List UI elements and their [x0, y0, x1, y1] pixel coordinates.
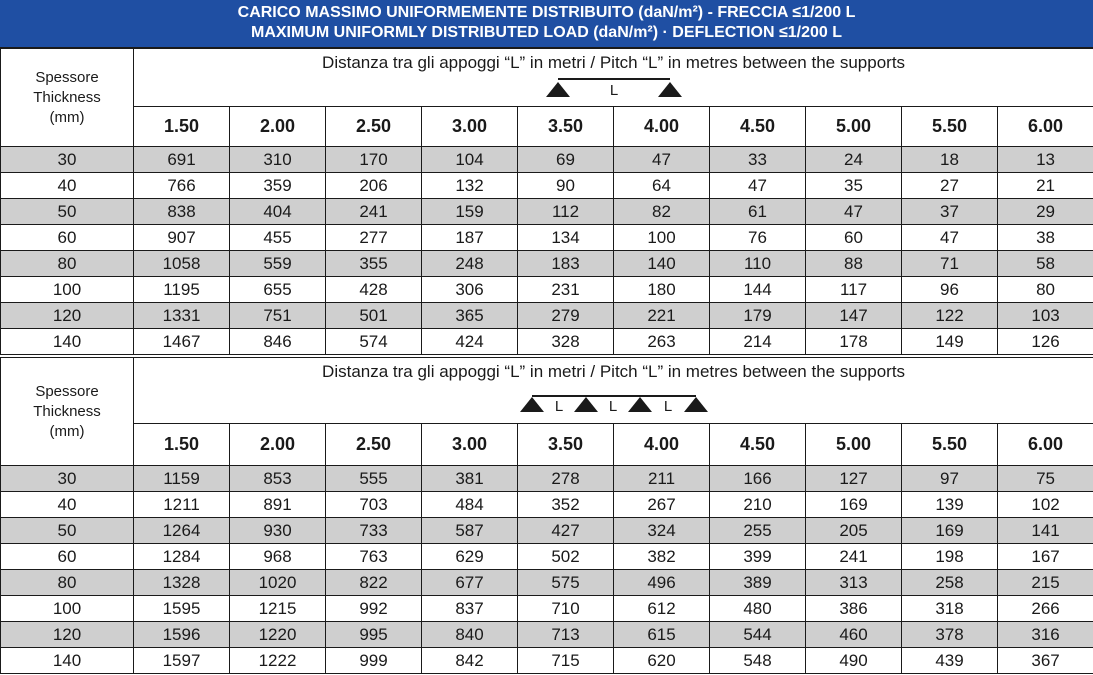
span-header-cell: 2.00: [230, 107, 326, 147]
table-row: [1, 303, 1093, 329]
load-value-cell: 169: [902, 518, 998, 544]
load-value-cell: 891: [230, 492, 326, 518]
thickness-cell: 30: [1, 147, 134, 173]
load-value-cell: 715: [518, 648, 614, 674]
thickness-cell: 60: [1, 544, 134, 570]
load-value-cell: 47: [902, 225, 998, 251]
load-value-cell: 999: [326, 648, 422, 674]
table-row: [1, 596, 1093, 622]
load-value-cell: 100: [614, 225, 710, 251]
load-value-cell: 1597: [134, 648, 230, 674]
load-value-cell: 241: [326, 199, 422, 225]
load-value-cell: 386: [806, 596, 902, 622]
thickness-cell: 100: [1, 596, 134, 622]
load-value-cell: 1058: [134, 251, 230, 277]
load-value-cell: 126: [998, 329, 1093, 355]
load-value-cell: 838: [134, 199, 230, 225]
load-value-cell: 60: [806, 225, 902, 251]
load-value-cell: 1596: [134, 622, 230, 648]
load-value-cell: 221: [614, 303, 710, 329]
load-value-cell: 502: [518, 544, 614, 570]
span-header-cell: 4.50: [710, 424, 806, 466]
load-value-cell: 166: [710, 466, 806, 492]
load-value-cell: 846: [230, 329, 326, 355]
load-value-cell: 139: [902, 492, 998, 518]
load-value-cell: 1220: [230, 622, 326, 648]
load-value-cell: 159: [422, 199, 518, 225]
table-row: [1, 466, 1093, 492]
load-value-cell: 248: [422, 251, 518, 277]
load-value-cell: 1331: [134, 303, 230, 329]
span-length-label: L: [609, 82, 618, 99]
span-header-cell: 4.00: [614, 107, 710, 147]
table-row: [1, 570, 1093, 596]
load-value-cell: 29: [998, 199, 1093, 225]
table-row: [1, 225, 1093, 251]
load-value-cell: 428: [326, 277, 422, 303]
load-value-cell: 310: [230, 147, 326, 173]
load-value-cell: 258: [902, 570, 998, 596]
load-value-cell: 141: [998, 518, 1093, 544]
load-value-cell: 306: [422, 277, 518, 303]
load-value-cell: 655: [230, 277, 326, 303]
load-value-cell: 18: [902, 147, 998, 173]
load-value-cell: 544: [710, 622, 806, 648]
load-value-cell: 179: [710, 303, 806, 329]
table-row: [1, 544, 1093, 570]
load-value-cell: 80: [998, 277, 1093, 303]
thickness-cell: 40: [1, 492, 134, 518]
thickness-label-en: Thickness: [33, 88, 101, 106]
load-value-cell: 365: [422, 303, 518, 329]
load-value-cell: 47: [710, 173, 806, 199]
thickness-cell: 100: [1, 277, 134, 303]
thickness-header: [1, 358, 134, 466]
load-value-cell: 555: [326, 466, 422, 492]
load-value-cell: 501: [326, 303, 422, 329]
load-value-cell: 1328: [134, 570, 230, 596]
load-value-cell: 1159: [134, 466, 230, 492]
load-value-cell: 241: [806, 544, 902, 570]
load-value-cell: 615: [614, 622, 710, 648]
load-value-cell: 439: [902, 648, 998, 674]
load-value-cell: 90: [518, 173, 614, 199]
span-header-cell: 4.00: [614, 424, 710, 466]
load-value-cell: 840: [422, 622, 518, 648]
load-value-cell: 1467: [134, 329, 230, 355]
multi-span-beam-diagram: [518, 388, 710, 416]
load-value-cell: 455: [230, 225, 326, 251]
load-table-multi-span: [0, 357, 1093, 674]
span-header-cell: 5.00: [806, 424, 902, 466]
load-value-cell: 316: [998, 622, 1093, 648]
span-header-cell: 2.50: [326, 107, 422, 147]
load-value-cell: 853: [230, 466, 326, 492]
table-row: [1, 173, 1093, 199]
span-header-cell: 3.00: [422, 107, 518, 147]
load-value-cell: 763: [326, 544, 422, 570]
load-value-cell: 47: [614, 147, 710, 173]
span-header-cell: 3.50: [518, 424, 614, 466]
load-value-cell: 75: [998, 466, 1093, 492]
load-value-cell: 629: [422, 544, 518, 570]
thickness-cell: 60: [1, 225, 134, 251]
span-header-cell: 2.50: [326, 424, 422, 466]
load-value-cell: 69: [518, 147, 614, 173]
load-value-cell: 427: [518, 518, 614, 544]
load-value-cell: 27: [902, 173, 998, 199]
load-value-cell: 907: [134, 225, 230, 251]
distance-label: Distanza tra gli appoggi “L” in metri / Pitch “L” in metres between the supports: [322, 53, 906, 72]
load-value-cell: 324: [614, 518, 710, 544]
table-row: [1, 492, 1093, 518]
load-value-cell: 355: [326, 251, 422, 277]
span-header-row: [1, 107, 1093, 147]
span-header-cell: 2.00: [230, 424, 326, 466]
load-value-cell: 1020: [230, 570, 326, 596]
load-value-cell: 359: [230, 173, 326, 199]
load-value-cell: 210: [710, 492, 806, 518]
thickness-cell: 120: [1, 622, 134, 648]
thickness-cell: 140: [1, 329, 134, 355]
load-value-cell: 88: [806, 251, 902, 277]
load-value-cell: 263: [614, 329, 710, 355]
load-value-cell: 703: [326, 492, 422, 518]
load-value-cell: 574: [326, 329, 422, 355]
span-length-label: L: [663, 398, 672, 415]
load-value-cell: 710: [518, 596, 614, 622]
thickness-label-en: Thickness: [33, 402, 101, 420]
load-value-cell: 61: [710, 199, 806, 225]
span-header-cell: 3.00: [422, 424, 518, 466]
thickness-label-unit: (mm): [49, 108, 85, 126]
span-header-cell: 4.50: [710, 107, 806, 147]
load-value-cell: 140: [614, 251, 710, 277]
load-value-cell: 112: [518, 199, 614, 225]
load-value-cell: 13: [998, 147, 1093, 173]
load-value-cell: 71: [902, 251, 998, 277]
support-icon: [628, 397, 652, 412]
load-value-cell: 713: [518, 622, 614, 648]
load-value-cell: 149: [902, 329, 998, 355]
load-value-cell: 367: [998, 648, 1093, 674]
support-icon: [574, 397, 598, 412]
thickness-label-it: Spessore: [35, 68, 99, 86]
load-value-cell: 183: [518, 251, 614, 277]
load-value-cell: 766: [134, 173, 230, 199]
thickness-cell: 120: [1, 303, 134, 329]
title-italian: CARICO MASSIMO UNIFORMEMENTE DISTRIBUITO (daN/m²) - FRECCIA ≤1/200 L: [237, 4, 856, 21]
distance-header: [134, 358, 1093, 424]
load-value-cell: 822: [326, 570, 422, 596]
load-value-cell: 1211: [134, 492, 230, 518]
span-header-cell: 6.00: [998, 107, 1093, 147]
table-title: [0, 0, 1093, 48]
load-value-cell: 620: [614, 648, 710, 674]
load-value-cell: 33: [710, 147, 806, 173]
load-value-cell: 64: [614, 173, 710, 199]
load-value-cell: 214: [710, 329, 806, 355]
span-header-cell: 1.50: [134, 107, 230, 147]
load-value-cell: 24: [806, 147, 902, 173]
load-value-cell: 677: [422, 570, 518, 596]
load-value-cell: 47: [806, 199, 902, 225]
load-value-cell: 76: [710, 225, 806, 251]
support-icon: [684, 397, 708, 412]
load-value-cell: 58: [998, 251, 1093, 277]
span-header-cell: 1.50: [134, 424, 230, 466]
load-value-cell: 381: [422, 466, 518, 492]
load-value-cell: 1222: [230, 648, 326, 674]
load-value-cell: 279: [518, 303, 614, 329]
span-header-cell: 5.50: [902, 107, 998, 147]
load-value-cell: 104: [422, 147, 518, 173]
span-header-cell: 5.50: [902, 424, 998, 466]
load-value-cell: 382: [614, 544, 710, 570]
span-length-label: L: [608, 398, 617, 415]
load-value-cell: 278: [518, 466, 614, 492]
load-value-cell: 82: [614, 199, 710, 225]
load-value-cell: 211: [614, 466, 710, 492]
load-value-cell: 97: [902, 466, 998, 492]
load-value-cell: 178: [806, 329, 902, 355]
load-value-cell: 313: [806, 570, 902, 596]
load-value-cell: 1264: [134, 518, 230, 544]
thickness-cell: 50: [1, 199, 134, 225]
load-value-cell: 352: [518, 492, 614, 518]
load-value-cell: 318: [902, 596, 998, 622]
load-value-cell: 110: [710, 251, 806, 277]
load-value-cell: 612: [614, 596, 710, 622]
load-value-cell: 35: [806, 173, 902, 199]
load-value-cell: 389: [710, 570, 806, 596]
thickness-cell: 140: [1, 648, 134, 674]
load-value-cell: 255: [710, 518, 806, 544]
load-value-cell: 187: [422, 225, 518, 251]
load-value-cell: 103: [998, 303, 1093, 329]
load-value-cell: 559: [230, 251, 326, 277]
load-value-cell: 132: [422, 173, 518, 199]
span-length-label: L: [554, 398, 563, 415]
load-value-cell: 992: [326, 596, 422, 622]
load-value-cell: 548: [710, 648, 806, 674]
table-row: [1, 199, 1093, 225]
load-value-cell: 167: [998, 544, 1093, 570]
table-row: [1, 518, 1093, 544]
load-value-cell: 496: [614, 570, 710, 596]
support-icon: [546, 82, 570, 97]
span-header-cell: 6.00: [998, 424, 1093, 466]
support-icon: [520, 397, 544, 412]
thickness-cell: 30: [1, 466, 134, 492]
load-value-cell: 1284: [134, 544, 230, 570]
thickness-label-unit: (mm): [49, 422, 85, 440]
support-icon: [658, 82, 682, 97]
span-header-cell: 5.00: [806, 107, 902, 147]
thickness-cell: 80: [1, 251, 134, 277]
load-value-cell: 147: [806, 303, 902, 329]
load-value-cell: 205: [806, 518, 902, 544]
table-row: [1, 147, 1093, 173]
load-value-cell: 231: [518, 277, 614, 303]
span-header-row: [1, 424, 1093, 466]
load-value-cell: 399: [710, 544, 806, 570]
thickness-cell: 80: [1, 570, 134, 596]
load-value-cell: 733: [326, 518, 422, 544]
table-row: [1, 277, 1093, 303]
load-value-cell: 215: [998, 570, 1093, 596]
load-value-cell: 424: [422, 329, 518, 355]
load-value-cell: 930: [230, 518, 326, 544]
load-value-cell: 1595: [134, 596, 230, 622]
load-value-cell: 575: [518, 570, 614, 596]
load-value-cell: 21: [998, 173, 1093, 199]
load-value-cell: 995: [326, 622, 422, 648]
load-value-cell: 1215: [230, 596, 326, 622]
load-value-cell: 144: [710, 277, 806, 303]
span-header-cell: 3.50: [518, 107, 614, 147]
load-value-cell: 206: [326, 173, 422, 199]
load-value-cell: 751: [230, 303, 326, 329]
load-value-cell: 267: [614, 492, 710, 518]
load-value-cell: 96: [902, 277, 998, 303]
load-value-cell: 266: [998, 596, 1093, 622]
title-english: MAXIMUM UNIFORMLY DISTRIBUTED LOAD (daN/m²) · DEFLECTION ≤1/200 L: [250, 24, 843, 41]
load-value-cell: 122: [902, 303, 998, 329]
load-value-cell: 198: [902, 544, 998, 570]
load-value-cell: 587: [422, 518, 518, 544]
load-value-cell: 328: [518, 329, 614, 355]
distance-label: Distanza tra gli appoggi “L” in metri / Pitch “L” in metres between the supports: [322, 362, 906, 381]
load-value-cell: 180: [614, 277, 710, 303]
table-row: [1, 622, 1093, 648]
load-value-cell: 38: [998, 225, 1093, 251]
load-value-cell: 691: [134, 147, 230, 173]
single-span-beam-diagram: [544, 75, 684, 99]
distance-header: [134, 49, 1093, 107]
load-value-cell: 117: [806, 277, 902, 303]
thickness-cell: 40: [1, 173, 134, 199]
thickness-label-it: Spessore: [35, 382, 99, 400]
load-value-cell: 37: [902, 199, 998, 225]
load-value-cell: 378: [902, 622, 998, 648]
load-value-cell: 842: [422, 648, 518, 674]
table-row: [1, 648, 1093, 674]
load-value-cell: 102: [998, 492, 1093, 518]
load-table-single-span: [0, 48, 1093, 355]
load-value-cell: 490: [806, 648, 902, 674]
load-value-cell: 169: [806, 492, 902, 518]
table-row: [1, 329, 1093, 355]
thickness-header: [1, 49, 134, 147]
load-value-cell: 170: [326, 147, 422, 173]
load-value-cell: 460: [806, 622, 902, 648]
load-value-cell: 837: [422, 596, 518, 622]
load-value-cell: 484: [422, 492, 518, 518]
table-row: [1, 251, 1093, 277]
thickness-cell: 50: [1, 518, 134, 544]
load-value-cell: 277: [326, 225, 422, 251]
load-value-cell: 404: [230, 199, 326, 225]
load-value-cell: 134: [518, 225, 614, 251]
load-value-cell: 1195: [134, 277, 230, 303]
load-value-cell: 127: [806, 466, 902, 492]
load-value-cell: 480: [710, 596, 806, 622]
load-value-cell: 968: [230, 544, 326, 570]
